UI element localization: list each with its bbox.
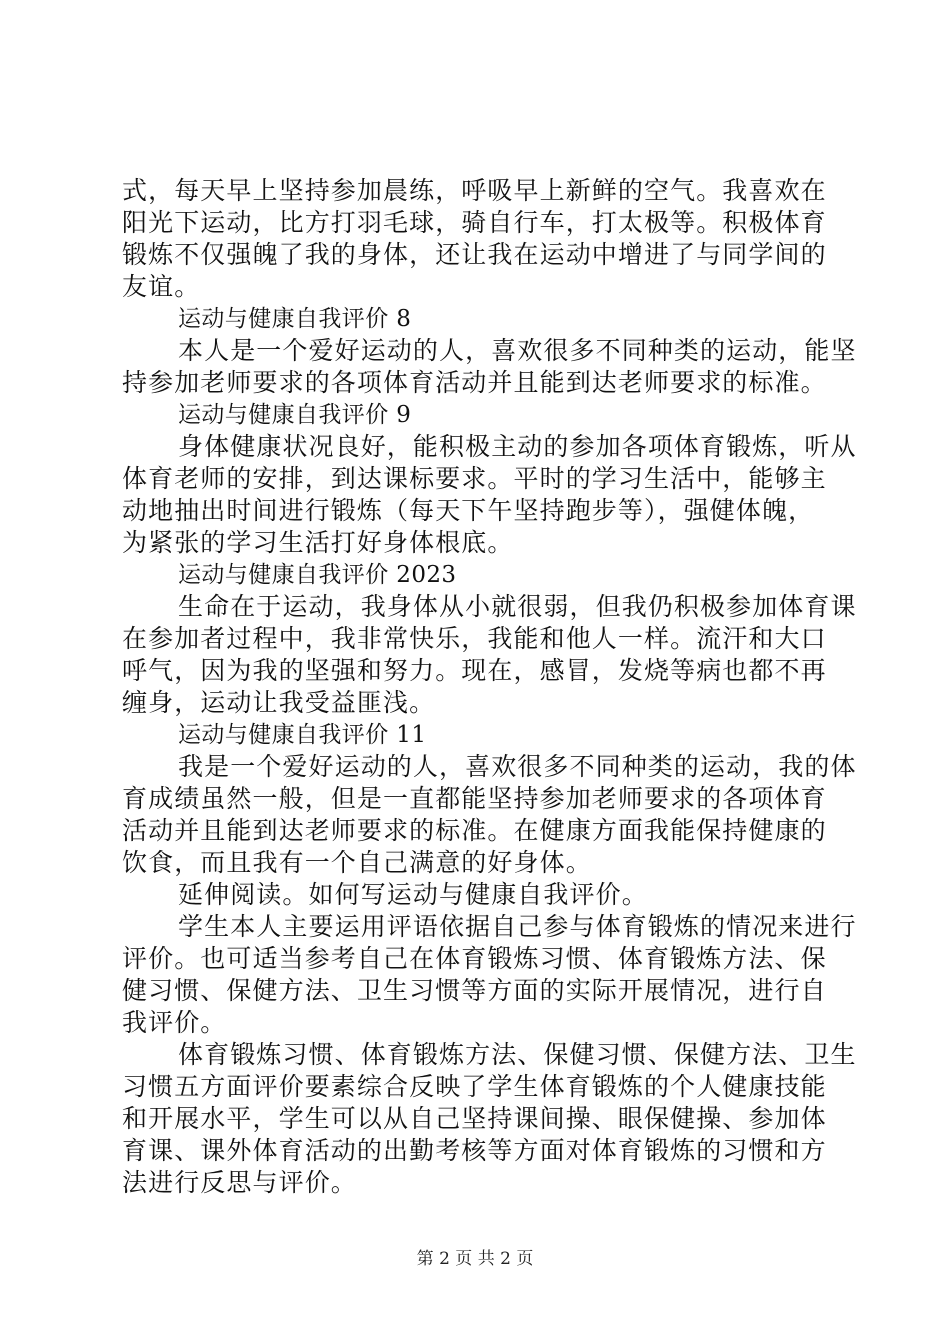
text-line: 习惯五方面评价要素综合反映了学生体育锻炼的个人健康技能 [122,1072,827,1101]
page-number: 第 2 页 共 2 页 [416,1249,534,1269]
text-line: 评价。也可适当参考自己在体育锻炼习惯、体育锻炼方法、保 [122,944,827,973]
text-line: 阳光下运动，比方打羽毛球，骑自行车，打太极等。积极体育 [122,208,827,237]
text-line: 呼气，因为我的坚强和努力。现在，感冒，发烧等病也都不再 [122,656,827,685]
text-line: 式，每天早上坚持参加晨练，呼吸早上新鲜的空气。我喜欢在 [122,176,827,205]
section-heading: 运动与健康自我评价 8 [178,306,412,332]
text-line: 体育老师的安排，到达课标要求。平时的学习生活中，能够主 [122,464,827,493]
text-line: 为紧张的学习生活打好身体根底。 [122,528,514,557]
text-line: 持参加老师要求的各项体育活动并且能到达老师要求的标准。 [122,368,827,397]
section-heading: 运动与健康自我评价 11 [178,722,427,748]
text-line: 我评价。 [122,1008,227,1037]
paragraph-first-line: 生命在于运动，我身体从小就很弱，但我仍积极参加体育课 [178,592,857,621]
text-line: 育课、课外体育活动的出勤考核等方面对体育锻炼的习惯和方 [122,1136,827,1165]
text-line: 友谊。 [122,272,201,301]
text-line: 动地抽出时间进行锻炼（每天下午坚持跑步等），强健体魄， [122,496,815,525]
text-line: 活动并且能到达老师要求的标准。在健康方面我能保持健康的 [122,816,827,845]
text-line: 缠身，运动让我受益匪浅。 [122,688,436,717]
text-line: 健习惯、保健方法、卫生习惯等方面的实际开展情况，进行自 [122,976,827,1005]
paragraph-first-line: 身体健康状况良好，能积极主动的参加各项体育锻炼，听从 [178,432,857,461]
paragraph-first-line: 我是一个爱好运动的人，喜欢很多不同种类的运动，我的体 [178,752,857,781]
paragraph-first-line: 本人是一个爱好运动的人，喜欢很多不同种类的运动，能坚 [178,336,857,365]
section-heading: 运动与健康自我评价 2023 [178,562,457,588]
document-body [122,175,857,1199]
text-line: 法进行反思与评价。 [122,1168,357,1197]
paragraph-first-line: 学生本人主要运用评语依据自己参与体育锻炼的情况来进行 [178,912,857,941]
paragraph-first-line: 延伸阅读。如何写运动与健康自我评价。 [178,880,648,909]
section-heading: 运动与健康自我评价 9 [178,402,412,428]
text-line: 锻炼不仅强魄了我的身体，还让我在运动中增进了与同学间的 [122,240,827,269]
text-line: 在参加者过程中，我非常快乐，我能和他人一样。流汗和大口 [122,624,827,653]
text-line: 和开展水平，学生可以从自己坚持课间操、眼保健操、参加体 [122,1104,827,1133]
paragraph-first-line: 体育锻炼习惯、体育锻炼方法、保健习惯、保健方法、卫生 [178,1040,857,1069]
text-line: 育成绩虽然一般，但是一直都能坚持参加老师要求的各项体育 [122,784,827,813]
text-line: 饮食，而且我有一个自己满意的好身体。 [122,848,592,877]
